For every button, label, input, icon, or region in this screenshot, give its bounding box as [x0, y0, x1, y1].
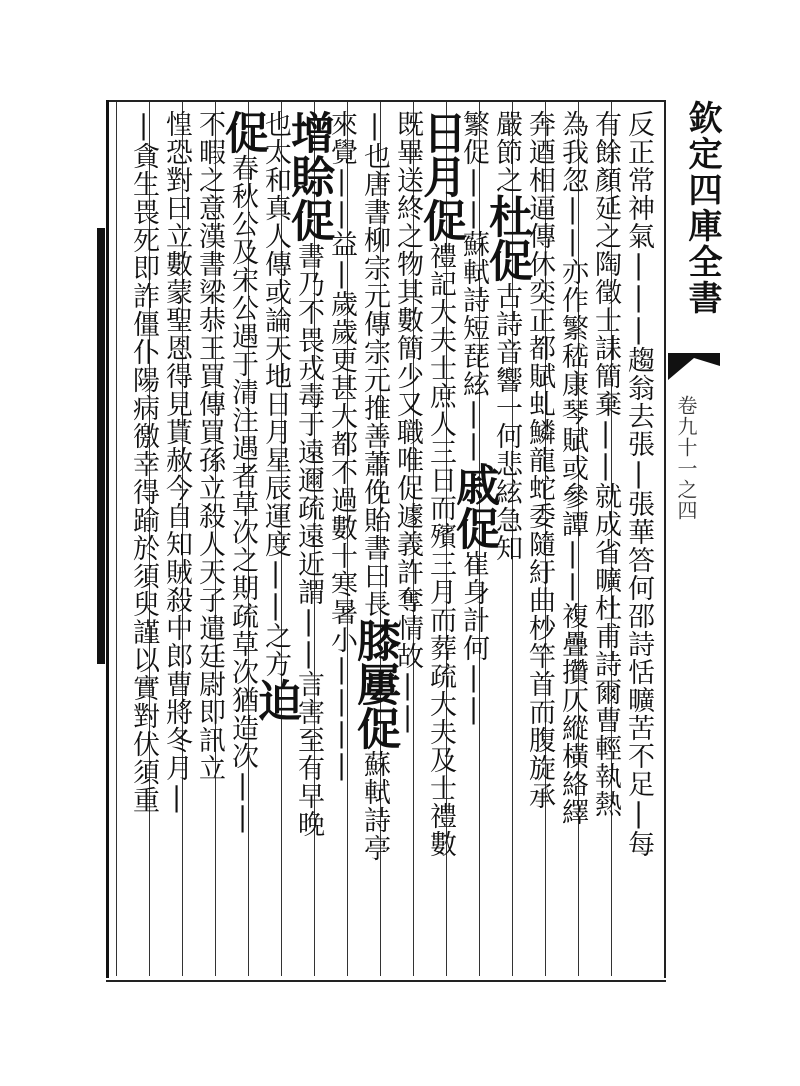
column-text: 春秋公及宋公遇于清注遇者草次之期疏草次猶造次|| — [227, 154, 258, 834]
column-text: 繁促 — [458, 110, 489, 166]
headword: 日月促 — [415, 110, 466, 242]
headword: 膝屢促 — [349, 618, 400, 750]
column-text: 古詩音響一何悲絃急知 — [491, 282, 522, 562]
column-text: |也唐書柳宗元傳宗元推善蕭俛貽書曰長 — [359, 110, 390, 618]
frame-right-border — [664, 100, 666, 978]
headword: 促 — [217, 110, 268, 154]
volume-label: 卷九十一之四 — [674, 395, 698, 521]
column-text: ||蘇軾詩短琵絃|| — [458, 166, 489, 462]
column-text: 也太和真人傳或論天地日月星辰運度||之方 — [260, 110, 291, 678]
column-text: 蘇軾詩亭 — [359, 750, 390, 862]
column-text: 為我忽||亦作繁嵇康琴賦或參譚||複疊攢仄縱橫絡繹 — [557, 110, 588, 826]
scan-edge-mark — [97, 228, 105, 664]
fishtail-mark-icon — [666, 352, 722, 382]
book-title: 欽定四庫全書 — [682, 100, 722, 316]
column-text: 有餘顏延之陶徵士誄簡棄||就成省曠杜甫詩爾曹輕執熱 — [590, 110, 621, 818]
column-text: 惶恐對曰立數蒙聖恩得見貰赦今自知賊殺中郎曹將冬月| — [161, 110, 192, 814]
column-text: 禮記大夫士庶人三日而殯三月而葬疏大夫及士禮數 — [425, 242, 456, 858]
headword: 戚促 — [448, 462, 499, 550]
column-text: 既畢送終之物其數簡少又職唯促遽義許奪情故|| — [392, 110, 423, 734]
frame-left-border — [106, 100, 109, 978]
column-text: 小|||| — [326, 626, 357, 782]
headword: 杜促 — [481, 194, 532, 282]
column-text: 來覺||益|歲歲更甚大都不過數十寒暑 — [326, 110, 357, 626]
headword: 增賒促 — [283, 110, 334, 242]
column-rule — [116, 102, 117, 976]
column-text: 奔逎相逼傳休奕正都賦虬鱗龍蛇委隨紆曲杪竿首而腹旋承 — [524, 110, 555, 810]
column-text: 崔身計何|| — [458, 550, 489, 726]
column-text: 書乃不畏戎毒于遠邇疏遠近謂||言害至有早晚 — [293, 242, 324, 838]
column-text: 反正常神氣|||趨翁去張|張華答何邵詩恬曠苦不足|每 — [623, 110, 654, 858]
column-text: 嚴節之 — [491, 110, 522, 194]
text-column — [117, 110, 169, 970]
column-text: |貪生畏死即詐僵仆陽病徼幸得踰於須臾謹以實對伏須重 — [128, 110, 159, 814]
headword: 迫 — [250, 678, 301, 722]
column-text: 不暇之意漢書梁恭王買傳買孫立殺人天子遣廷尉即訊立 — [194, 110, 225, 782]
